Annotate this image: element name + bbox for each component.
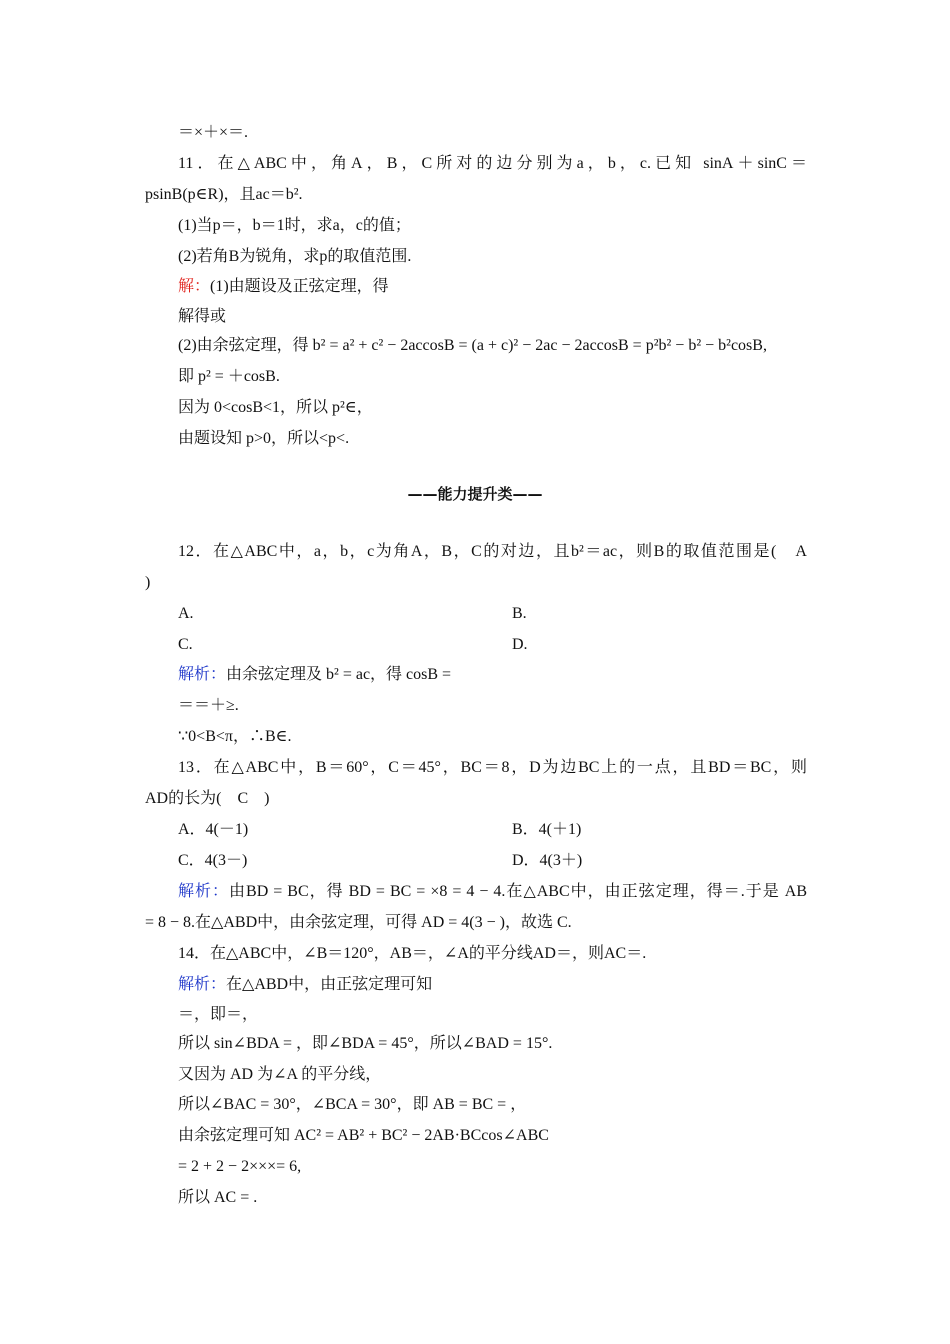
solution-14-line-1 bbox=[178, 974, 432, 996]
solution-12-line-1 bbox=[178, 664, 451, 686]
analysis-text: 由BD = BC，得 BD = BC = ×8 = 4 − 4.在△ABC中，由正弦定理，得＝.于是 AB bbox=[229, 883, 807, 900]
solution-label: 解： bbox=[178, 278, 211, 295]
solution-11-line-5: 因为 0<cosB<1，所以 p²∈， bbox=[178, 399, 373, 416]
text-line: ＝×＋×＝. bbox=[178, 124, 249, 141]
analysis-label: 解析： bbox=[178, 666, 227, 683]
solution-14-line-8: 所以 AC = . bbox=[178, 1189, 258, 1206]
solution-14-line-6: 由余弦定理可知 AC² = AB² + BC² − 2AB·BCcos∠ABC bbox=[178, 1127, 549, 1144]
solution-11-line-4: 即 p² = ＋cosB. bbox=[178, 368, 280, 385]
question-12-line-2: ) bbox=[145, 574, 151, 591]
question-13-line-2: AD的长为( C ) bbox=[145, 790, 270, 807]
solution-12-line-3: ∵0<B<π，∴B∈. bbox=[178, 728, 292, 745]
section-heading: ——能力提升类—— bbox=[407, 485, 543, 503]
question-11-part-2: (2)若角B为锐角，求p的取值范围. bbox=[178, 248, 412, 265]
question-12-option-d: D. bbox=[512, 636, 528, 653]
analysis-label: 解析： bbox=[178, 883, 230, 900]
question-11-line-2: psinB(p∈R)，且ac＝b². bbox=[145, 186, 303, 203]
question-13-option-d: D．4(3＋) bbox=[512, 852, 583, 869]
solution-11-line-6: 由题设知 p>0，所以<p<. bbox=[178, 430, 350, 447]
analysis-label: 解析： bbox=[178, 976, 227, 993]
solution-14-line-2: ＝，即＝， bbox=[178, 1006, 259, 1023]
analysis-text: 由余弦定理及 b² = ac，得 cosB = bbox=[226, 666, 452, 683]
question-14-line-1: 14．在△ABC中，∠B＝120°，AB＝，∠A的平分线AD＝，则AC＝. bbox=[178, 945, 647, 962]
solution-12-line-2: ＝＝＋≥. bbox=[178, 697, 239, 714]
solution-11-line-2: 解得或 bbox=[178, 308, 227, 325]
question-13-option-b: B．4(＋1) bbox=[512, 821, 582, 838]
solution-14-line-3: 所以 sin∠BDA = ，即∠BDA = 45°，所以∠BAD = 15°. bbox=[178, 1035, 553, 1052]
question-13-option-c: C．4(3－) bbox=[178, 852, 248, 869]
question-12-line-1: 12．在△ABC中，a，b，c为角A，B，C的对边，且b²＝ac，则B的取值范围是( A bbox=[178, 543, 807, 560]
analysis-text: 在△ABD中，由正弦定理可知 bbox=[226, 976, 433, 993]
question-11-part-1: (1)当p＝，b＝1时，求a，c的值； bbox=[178, 217, 411, 234]
solution-11-line-3: (2)由余弦定理，得 b² = a² + c² − 2accosB = (a + c)² − 2ac − 2accosB = p²b² − b² − b²cosB, bbox=[178, 337, 767, 354]
solution-13-line-2: = 8 − 8.在△ABD中，由余弦定理，可得 AD = 4(3 − )，故选 C. bbox=[145, 914, 572, 931]
question-12-option-a: A. bbox=[178, 605, 194, 622]
question-13-line-1: 13．在△ABC中，B＝60°，C＝45°，BC＝8，D为边BC上的一点，且BD＝BC，则 bbox=[178, 759, 807, 776]
solution-14-line-4: 又因为 AD 为∠A 的平分线， bbox=[178, 1066, 382, 1083]
solution-13-line-1 bbox=[178, 881, 807, 903]
question-13-option-a: A．4(－1) bbox=[178, 821, 249, 838]
solution-11-line-1 bbox=[178, 276, 389, 298]
solution-text: (1)由题设及正弦定理，得 bbox=[210, 278, 389, 295]
solution-14-line-5: 所以∠BAC = 30°，∠BCA = 30°，即 AB = BC = ， bbox=[178, 1096, 527, 1113]
question-11-line-1: 11．在△ABC中，角A，B，C所对的边分别为a，b，c.已知 sinA＋sinC＝ bbox=[178, 155, 807, 172]
solution-14-line-7: = 2 + 2 − 2×××= 6, bbox=[178, 1158, 302, 1175]
question-12-option-c: C. bbox=[178, 636, 193, 653]
question-12-option-b: B. bbox=[512, 605, 527, 622]
